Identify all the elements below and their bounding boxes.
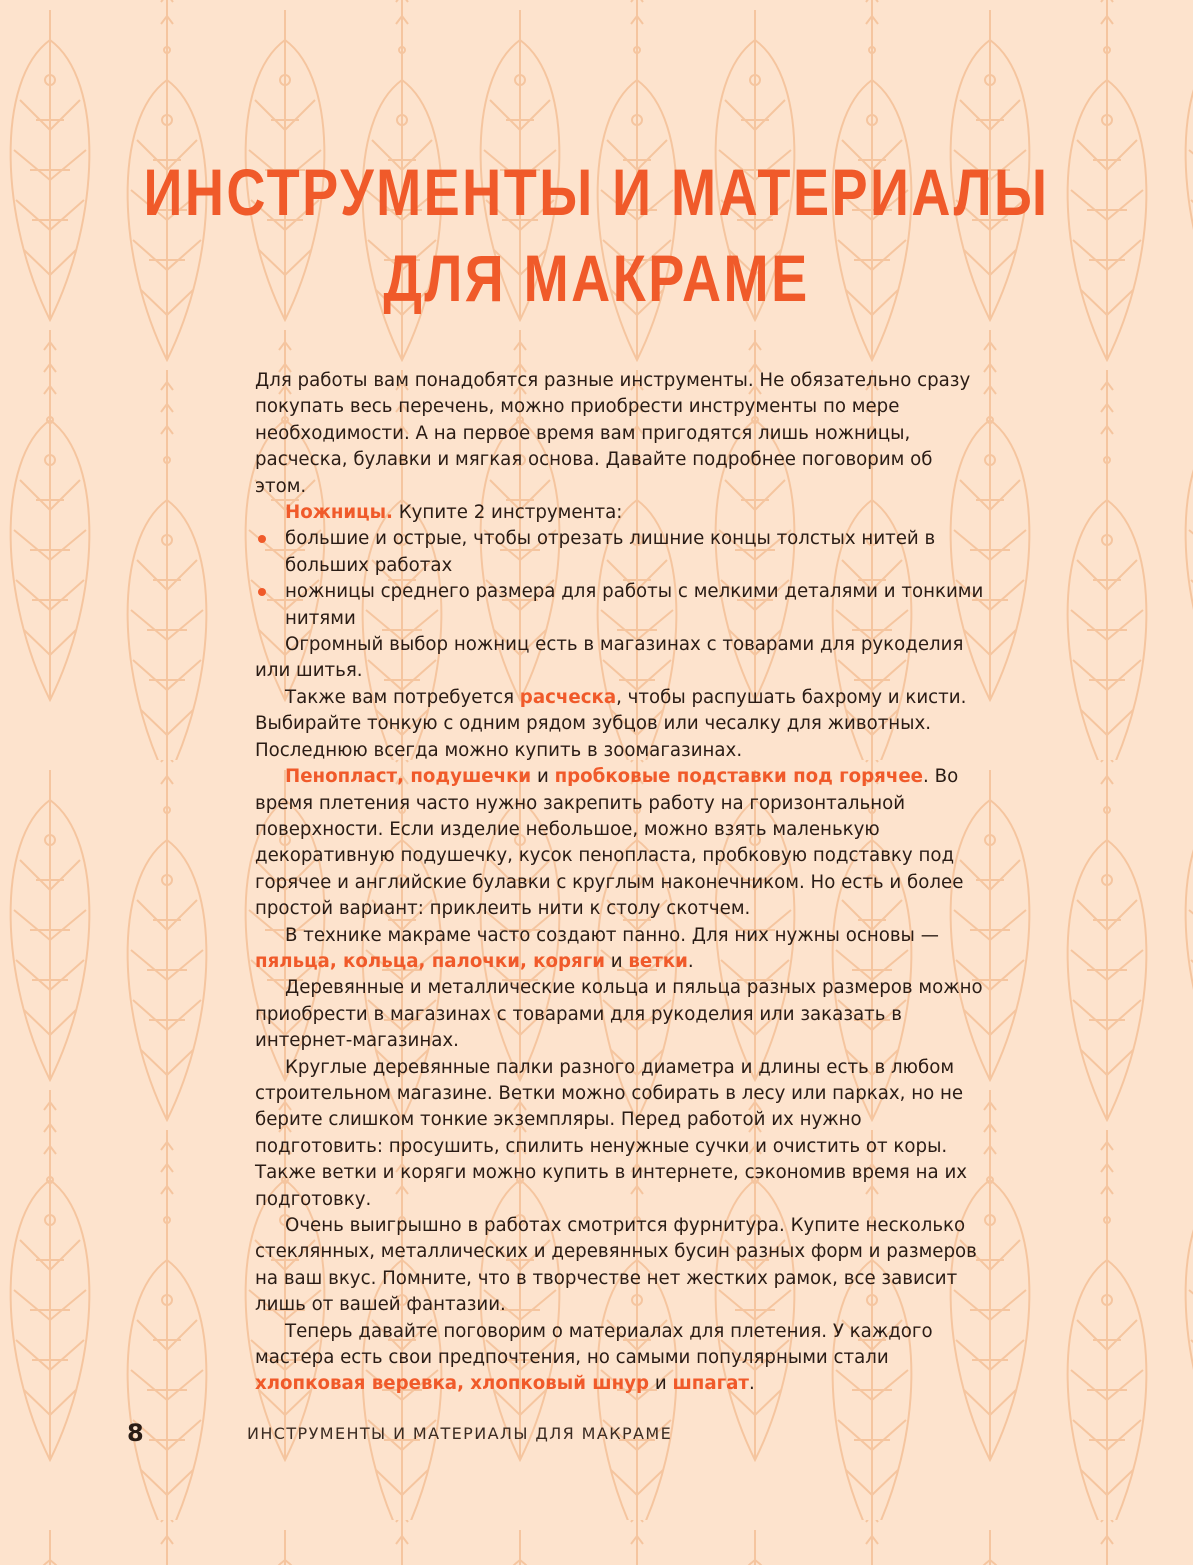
page-number: 8	[127, 1419, 144, 1447]
branches-highlight: ветки	[628, 950, 688, 972]
scissors-text: Купите 2 инструмента:	[392, 502, 623, 524]
foam-conjunction: и	[531, 766, 555, 788]
foam-dot: .	[923, 766, 929, 788]
bases-dot: .	[687, 950, 694, 972]
cork-highlight: пробковые подставки под горячее	[554, 766, 924, 788]
list-item-text: большие и острые, чтобы отрезать лишние концы толстых нитей в больших работах	[285, 528, 936, 576]
twine-highlight: шпагат	[672, 1373, 749, 1395]
running-title: ИНСТРУМЕНТЫ И МАТЕРИАЛЫ ДЛЯ МАКРАМЕ	[247, 1424, 673, 1443]
bases-text: В технике макраме часто создают панно. Для них нужны основы —	[285, 924, 939, 946]
foam-highlight: Пенопласт, подушечки	[285, 766, 532, 788]
materials-dot: .	[748, 1373, 755, 1395]
bases-highlight: пяльца, кольца, палочки, коряги	[255, 950, 605, 972]
page-title-line-1: ИНСТРУМЕНТЫ И МАТЕРИАЛЫ	[143, 155, 1050, 229]
list-item	[285, 579, 985, 632]
foam-paragraph	[255, 764, 985, 922]
bullet-dot-icon	[258, 535, 266, 543]
bullet-dot-icon	[258, 588, 266, 596]
comb-text-after: , чтобы распушать бахрому и кисти. Выбирайте тонкую с одним рядом зубцов или чесалку для животных. Последнюю всегда можно купить в зоомагазинах.	[255, 686, 967, 761]
scissors-highlight: Ножницы.	[285, 502, 393, 524]
foam-text: Во время плетения часто нужно закрепить работу на горизонтальной поверхности. Если изделие небольшое, можно взять маленькую декоративную подушечку, кусок пенопласта, пробковую подставку под горячее и английские булавки с круглым наконечником. Но есть и более простой вариант: приклеить нити к столу скотчем.	[255, 766, 964, 920]
body-text	[255, 368, 985, 1398]
materials-text: Теперь давайте поговорим о материалах для плетения. У каждого мастера есть свои предпочтения, но самыми популярными стали	[255, 1320, 933, 1369]
list-item-text: ножницы среднего размера для работы с мелкими деталями и тонкими нитями	[285, 581, 984, 629]
rings-paragraph: Деревянные и металлические кольца и пяльца разных размеров можно приобрести в магазинах с товарами для рукоделия или заказать в интернет-магазинах.	[255, 977, 983, 1052]
materials-conjunction: и	[649, 1373, 673, 1395]
comb-text-before: Также вам потребуется	[285, 686, 520, 708]
comb-highlight: расческа	[519, 686, 617, 708]
bases-conjunction: и	[604, 950, 629, 972]
comb-paragraph	[255, 685, 985, 764]
scissors-shops-paragraph: Огромный выбор ножниц есть в магазинах с товарами для рукоделия или шитья.	[255, 634, 964, 682]
sticks-paragraph: Круглые деревянные палки разного диаметра и длины есть в любом строительном магазине. Ветки можно собирать в лесу или парках, но не берите слишком тонкие экземпляры. Перед работой их нужно подготовить: просушить, спилить ненужные сучки и очистить от коры. Также ветки и коряги можно купить в интернете, сэкономив время на их подготовку.	[255, 1056, 968, 1210]
cotton-highlight: хлопковая веревка, хлопковый шнур	[255, 1373, 650, 1395]
page-title-line-2: ДЛЯ МАКРАМЕ	[383, 241, 810, 315]
scissors-list	[255, 526, 985, 632]
fittings-paragraph: Очень выигрышно в работах смотрится фурнитура. Купите несколько стеклянных, металлических и деревянных бусин разных форм и размеров на ваш вкус. Помните, что в творчестве нет жестких рамок, все зависит лишь от вашей фантазии.	[255, 1215, 977, 1316]
bases-paragraph	[255, 923, 985, 976]
materials-paragraph	[255, 1319, 985, 1398]
list-item	[285, 526, 985, 579]
intro-paragraph: Для работы вам понадобятся разные инструменты. Не обязательно сразу покупать весь перечень, можно приобрести инструменты по мере необходимости. А на первое время вам пригодятся лишь ножницы, расческа, булавки и мягкая основа. Давайте подробнее поговорим об этом.	[255, 370, 971, 497]
scissors-paragraph	[255, 500, 985, 526]
